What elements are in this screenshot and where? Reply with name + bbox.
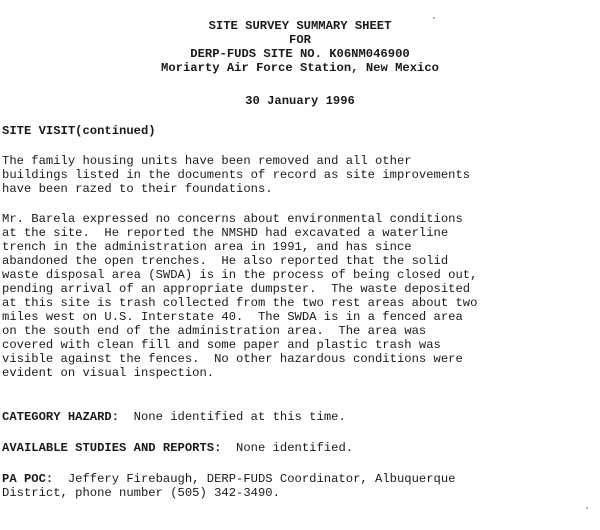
pa-poc-value: Jeffery Firebaugh, DERP-FUDS Coordinator, Albuquerque [53,472,456,486]
paragraph2-line: pending arrival of an appropriate dumpster. The waste deposited [2,282,471,296]
scan-speck [433,17,435,19]
scan-speck [586,507,588,509]
paragraph1-line: have been razed to their foundations. [2,182,273,196]
section-heading: SITE VISIT(continued) [2,124,156,138]
document-date: 30 January 1996 [245,94,355,108]
paragraph2-line: at the site. He reported the NMSHD had excavated a waterline [2,226,449,240]
paragraph2-line: covered with clean fill and some paper and plastic trash was [2,338,441,352]
paragraph2-line: at this site is trash collected from the two rest areas about two [2,296,478,310]
document-title: SITE SURVEY SUMMARY SHEET [208,19,392,33]
pa-poc-line2: District, phone number (505) 342-3490. [2,486,280,500]
available-studies-label: AVAILABLE STUDIES AND REPORTS: [2,441,222,455]
paragraph2-line: on the south end of the administration area. The area was [2,324,427,338]
paragraph2-line: visible against the fences. No other hazardous conditions were [2,352,463,366]
pa-poc-row [2,472,455,486]
available-studies-value: None identified. [221,441,354,455]
paragraph2-line: evident on visual inspection. [2,366,215,380]
paragraph2-line: waste disposal area (SWDA) is in the process of being closed out, [2,268,478,282]
available-studies-row [2,441,353,455]
document-for-line: FOR [289,33,311,47]
paragraph2-line: Mr. Barela expressed no concerns about environmental conditions [2,212,463,226]
pa-poc-label: PA POC: [2,472,54,486]
category-hazard-label: CATEGORY HAZARD: [2,410,120,424]
paragraph2-line: abandoned the open trenches. He also reported that the solid [2,254,449,268]
paragraph1-line: The family housing units have been removed and all other [2,154,412,168]
paragraph2-line: miles west on U.S. Interstate 40. The SWDA is in a fenced area [2,310,463,324]
document-site-number: DERP-FUDS SITE NO. K06NM046900 [190,47,410,61]
document-station: Moriarty Air Force Station, New Mexico [161,61,439,75]
paragraph1-line: buildings listed in the documents of record as site improvements [2,168,471,182]
category-hazard-value: None identified at this time. [119,410,346,424]
category-hazard-row [2,410,346,424]
paragraph2-line: trench in the administration area in 1991, and has since [2,240,412,254]
